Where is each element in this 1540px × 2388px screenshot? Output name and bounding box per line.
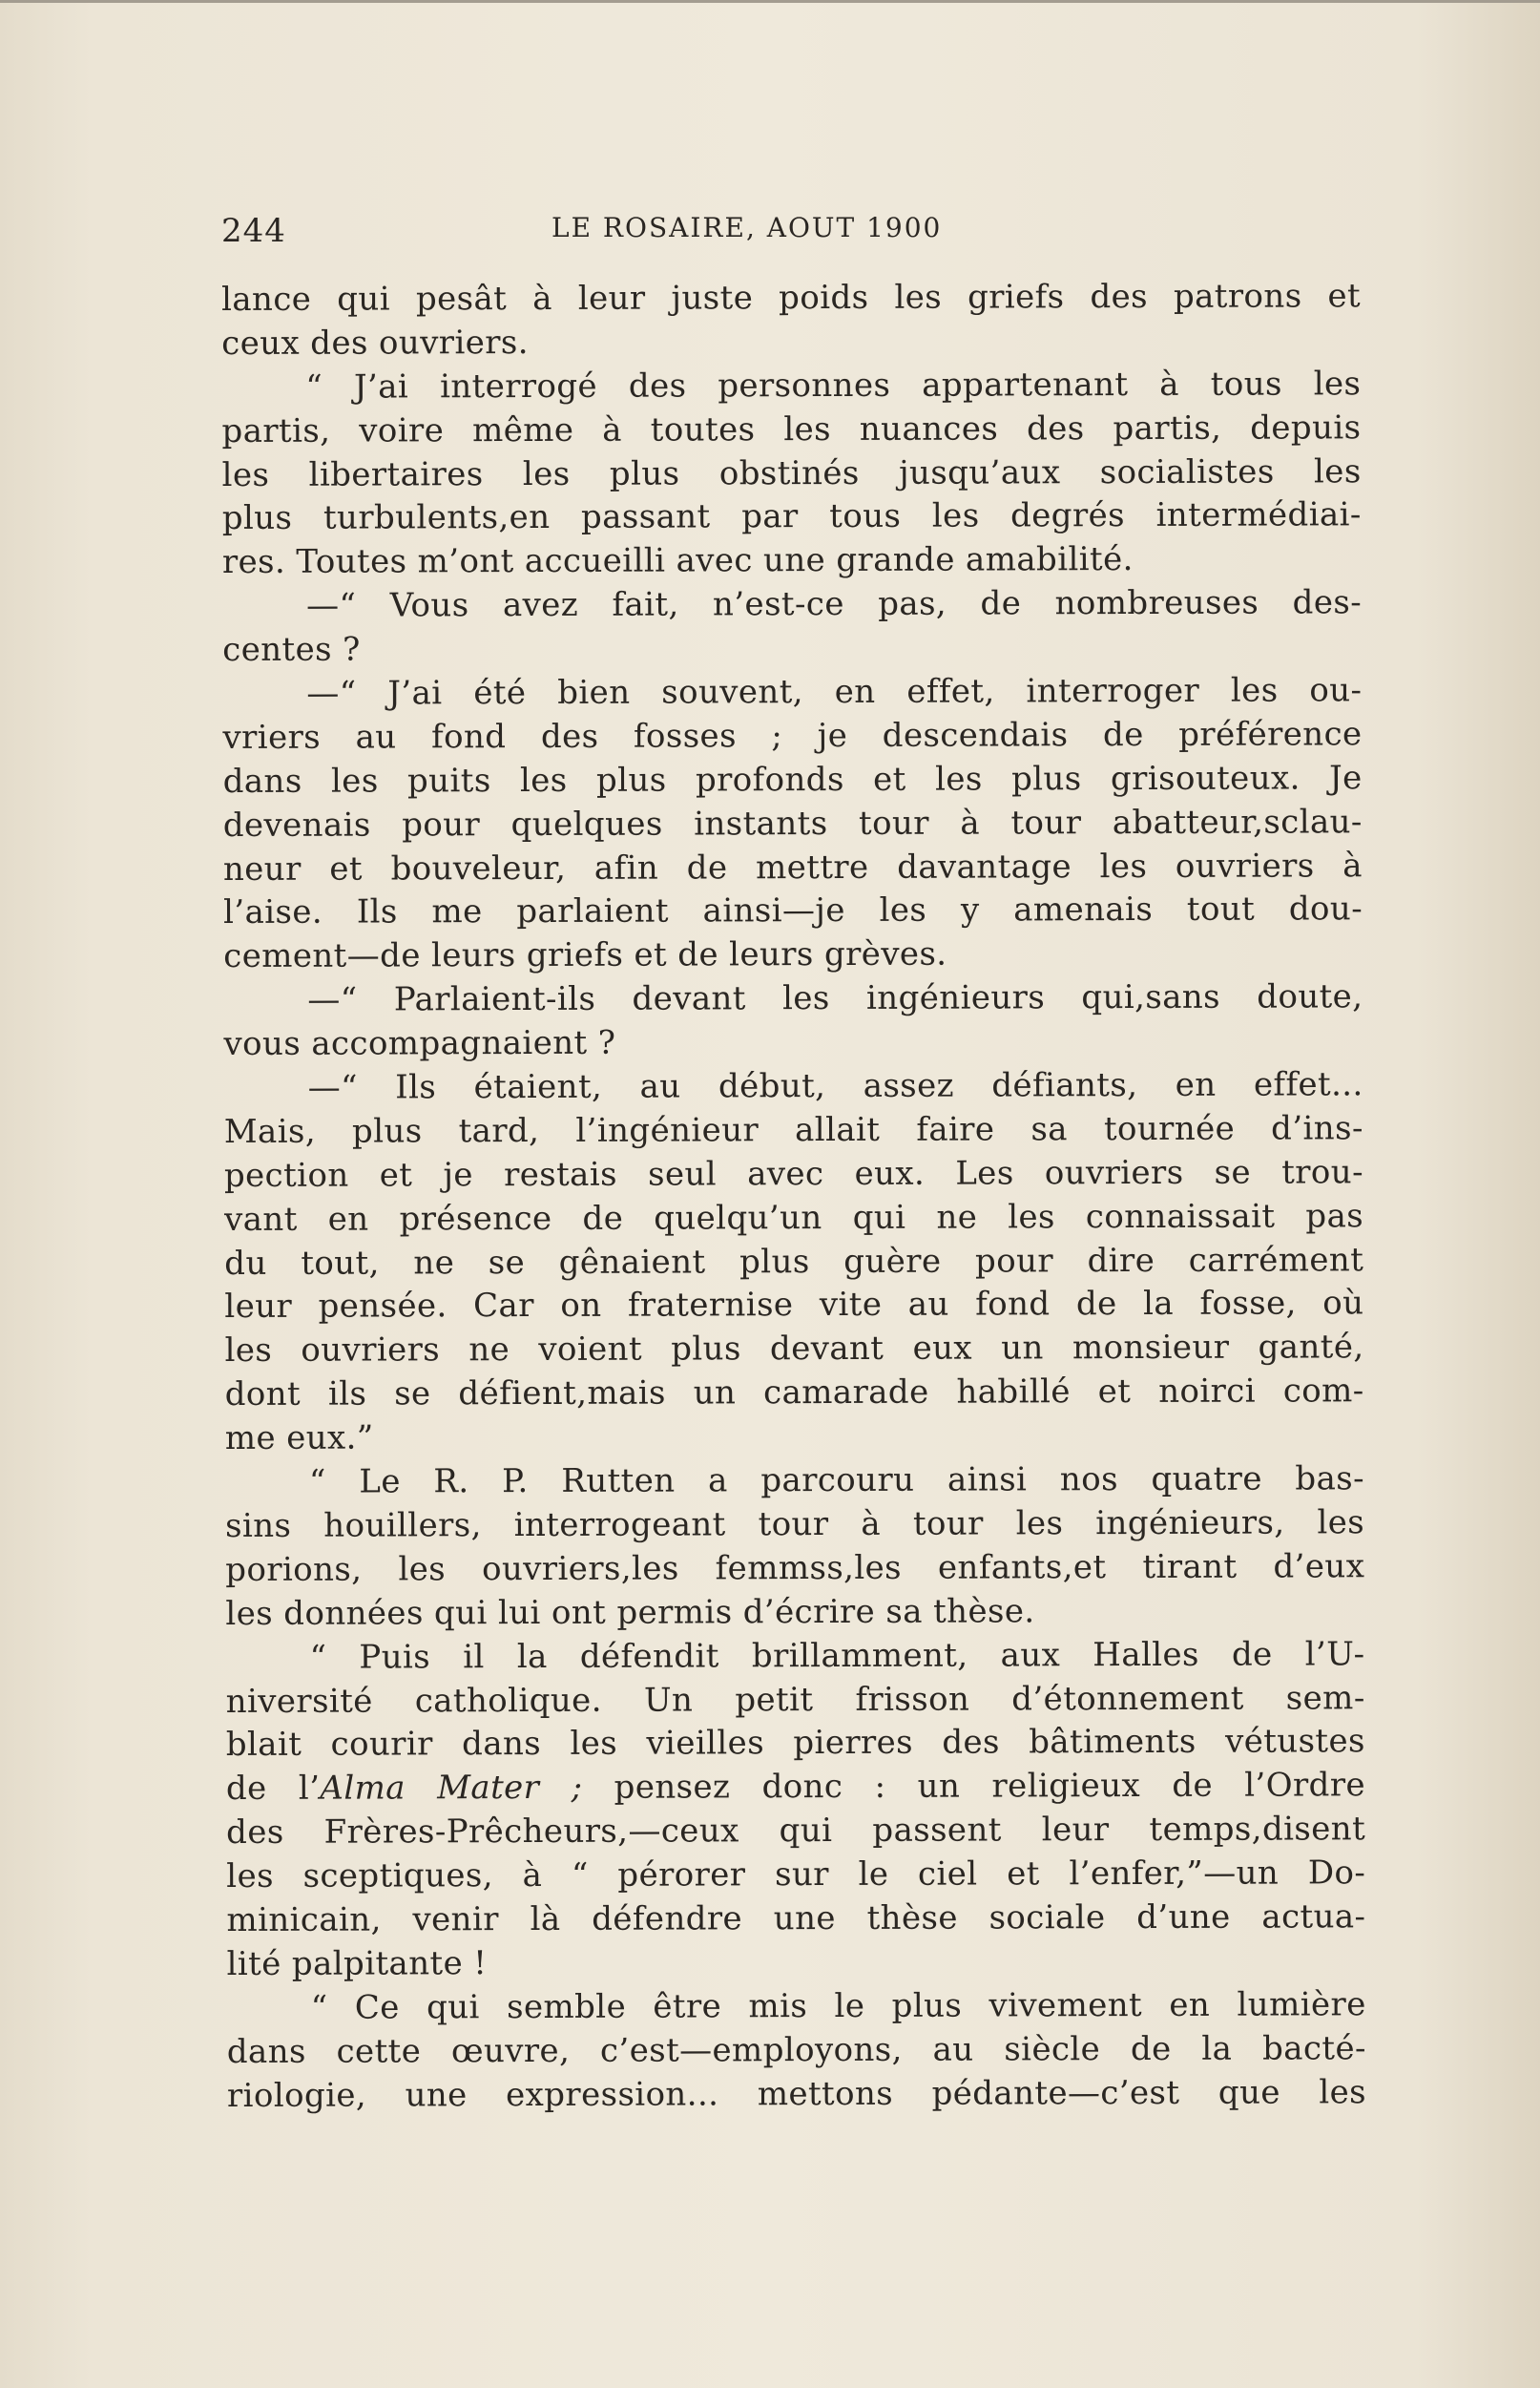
text-line: leur pensée. Car on fraternise vite au fond de la fosse, où — [224, 1284, 1364, 1327]
text-line: minicain, venir là défendre une thèse sociale d’une actua- — [226, 1897, 1366, 1939]
italic-title: Alma Mater ; — [320, 1769, 583, 1808]
text-line: porions, les ouvriers,les femmss,les enfants,et tirant d’eux — [225, 1547, 1365, 1589]
text-line: blait courir dans les vieilles pierres des bâtiments vétustes — [225, 1722, 1365, 1765]
text-line: plus turbulents,en passant par tous les degrés intermédiai- — [221, 495, 1362, 538]
running-head: LE ROSAIRE, AOUT 1900 — [551, 212, 943, 243]
text-line: vous accompagnaient ? — [223, 1023, 616, 1064]
text-line-start: de l’ — [225, 1769, 321, 1809]
text-line: me eux.” — [224, 1418, 374, 1458]
text-line: vant en présence de quelqu’un qui ne les connaissait pas — [224, 1196, 1364, 1239]
text-line — [226, 1765, 1365, 1812]
text-line: “ Puis il la défendit brillamment, aux Halles de l’U- — [309, 1634, 1365, 1677]
text-line-end: pensez donc : un religieux de l’Ordre — [582, 1766, 1366, 1808]
text-line: —“ Ils étaient, au début, assez défiants, en effet... — [307, 1065, 1363, 1107]
page-number: 244 — [221, 212, 286, 250]
text-line: res. Toutes m’ont accueilli avec une grande amabilité. — [221, 540, 1134, 582]
body-text — [221, 275, 1372, 2118]
text-line: neur et bouveleur, afin de mettre davantage les ouvriers à — [222, 846, 1363, 889]
text-line: lance qui pesât à leur juste poids les griefs des patrons et — [221, 277, 1362, 319]
text-line: des Frères-Prêcheurs,—ceux qui passent leur temps,disent — [226, 1810, 1366, 1853]
text-line: dont ils se défient,mais un camarade habillé et noirci com- — [224, 1372, 1364, 1414]
text-line: du tout, ne se gênaient plus guère pour dire carrément — [224, 1240, 1364, 1283]
text-line: niversité catholique. Un petit frisson d’étonnement sem- — [225, 1678, 1365, 1721]
text-line: partis, voire même à toutes les nuances des partis, depuis — [221, 408, 1362, 450]
text-line: vriers au fond des fosses ; je descendais de préférence — [222, 715, 1363, 757]
text-line: dans les puits les plus profonds et les plus grisouteux. Je — [222, 759, 1363, 801]
text-line: l’aise. Ils me parlaient ainsi—je les y amenais tout dou- — [223, 890, 1363, 932]
text-line: devenais pour quelques instants tour à tour abatteur,sclau- — [222, 802, 1363, 845]
text-line: dans cette œuvre, c’est—employons, au siècle de la bacté- — [226, 2028, 1366, 2071]
text-line: pection et je restais seul avec eux. Les ouvriers se trou- — [223, 1153, 1364, 1195]
text-line: les données qui lui ont permis d’écrire sa thèse. — [225, 1592, 1035, 1633]
text-line: —“ Vous avez fait, n’est-ce pas, de nombreuses des- — [306, 583, 1363, 625]
text-line: les ouvriers ne voient plus devant eux un monsieur ganté, — [224, 1328, 1364, 1371]
text-line: “ J’ai interrogé des personnes appartenant à tous les — [305, 365, 1362, 407]
text-line: “ Ce qui semble être mis le plus vivement en lumière — [310, 1984, 1366, 2027]
text-line: cement—de leurs griefs et de leurs grèves. — [223, 934, 947, 976]
text-line: Mais, plus tard, l’ingénieur allait faire sa tournée d’ins- — [223, 1109, 1363, 1151]
text-line: ceux des ouvriers. — [221, 323, 529, 363]
top-edge-rule — [0, 0, 1540, 3]
text-line: —“ J’ai été bien souvent, en effet, interroger les ou- — [306, 671, 1363, 713]
text-line: lité palpitante ! — [226, 1943, 488, 1983]
text-line: les libertaires les plus obstinés jusqu’aux socialistes les — [221, 451, 1362, 494]
text-line: —“ Parlaient-ils devant les ingénieurs qui,sans doute, — [307, 977, 1363, 1019]
text-line: centes ? — [222, 630, 361, 670]
text-line: les sceptiques, à “ pérorer sur le ciel et l’enfer,”—un Do- — [226, 1854, 1366, 1896]
text-line: “ Le R. P. Rutten a parcouru ainsi nos quatre bas- — [308, 1459, 1365, 1501]
text-line: sins houillers, interrogeant tour à tour les ingénieurs, les — [225, 1503, 1365, 1545]
page-header — [221, 204, 985, 252]
text-line: riologie, une expression... mettons pédante—c’est que les — [226, 2072, 1367, 2115]
